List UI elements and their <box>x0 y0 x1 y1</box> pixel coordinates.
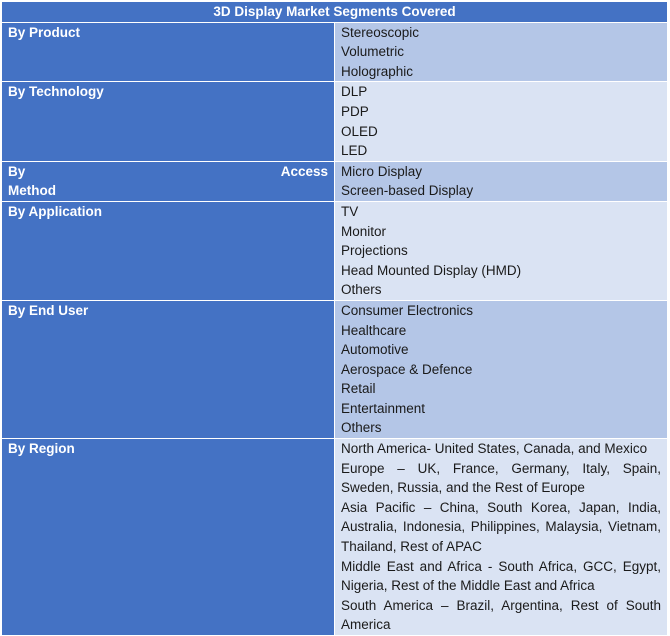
segment-item: PDP <box>341 103 369 119</box>
segment-item: Europe – UK, France, Germany, Italy, Spain, Sweden, Russia, and the Rest of Europe <box>341 460 661 496</box>
segment-item: TV <box>341 203 359 219</box>
segment-item: Automotive <box>341 342 409 358</box>
category-word-access: Access <box>280 163 328 179</box>
segment-item: Retail <box>341 381 376 397</box>
table-row-access-method <box>2 161 668 201</box>
items-cell-application <box>335 201 668 300</box>
items-cell-end-user <box>335 300 668 438</box>
segment-item: Holographic <box>341 63 414 79</box>
segment-item: Micro Display <box>341 163 423 179</box>
items-cell-product <box>335 22 668 82</box>
table-row-end-user <box>2 300 668 438</box>
table-header-row <box>2 2 668 23</box>
segment-item: LED <box>341 143 368 159</box>
category-label-line-2: Method <box>8 183 56 199</box>
table-row-product <box>2 22 668 82</box>
segment-item: Volumetric <box>341 44 405 60</box>
category-cell-technology: By Technology <box>2 82 335 161</box>
table-row-technology <box>2 82 668 161</box>
segment-item: Middle East and Africa - South Africa, GCC, Egypt, Nigeria, Rest of the Middle East and Africa <box>341 558 661 594</box>
segment-item: Projections <box>341 243 408 259</box>
segment-item: Healthcare <box>341 322 407 338</box>
segment-item: Others <box>341 420 382 436</box>
segment-item: Stereoscopic <box>341 24 420 40</box>
table-title: 3D Display Market Segments Covered <box>2 2 668 23</box>
category-cell-region: By Region <box>2 439 335 636</box>
category-cell-product: By Product <box>2 22 335 82</box>
table-row-region <box>2 439 668 636</box>
segment-item: South America – Brazil, Argentina, Rest of South America <box>341 597 661 633</box>
items-cell-region <box>335 439 668 636</box>
segment-item: OLED <box>341 123 378 139</box>
table-row-application <box>2 201 668 300</box>
items-cell-technology <box>335 82 668 161</box>
segment-item: Screen-based Display <box>341 183 474 199</box>
items-cell-access-method <box>335 161 668 201</box>
segment-item: Head Mounted Display (HMD) <box>341 262 522 278</box>
segment-item: North America- United States, Canada, and Mexico <box>341 441 648 457</box>
category-cell-end-user: By End User <box>2 300 335 438</box>
segment-item: Others <box>341 282 382 298</box>
segment-item: Monitor <box>341 223 387 239</box>
category-word-by: By <box>8 163 26 179</box>
segment-item: Asia Pacific – China, South Korea, Japan, India, Australia, Indonesia, Philippines, Malaysia, Vietnam, Thailand, Rest of APAC <box>341 499 661 555</box>
category-cell-application: By Application <box>2 201 335 300</box>
category-label-line-1 <box>8 162 328 182</box>
segment-item: Entertainment <box>341 400 426 416</box>
segment-item: Consumer Electronics <box>341 302 474 318</box>
segment-item: DLP <box>341 84 368 100</box>
segments-table <box>1 1 668 636</box>
category-cell-access-method <box>2 161 335 201</box>
segment-item: Aerospace & Defence <box>341 361 473 377</box>
